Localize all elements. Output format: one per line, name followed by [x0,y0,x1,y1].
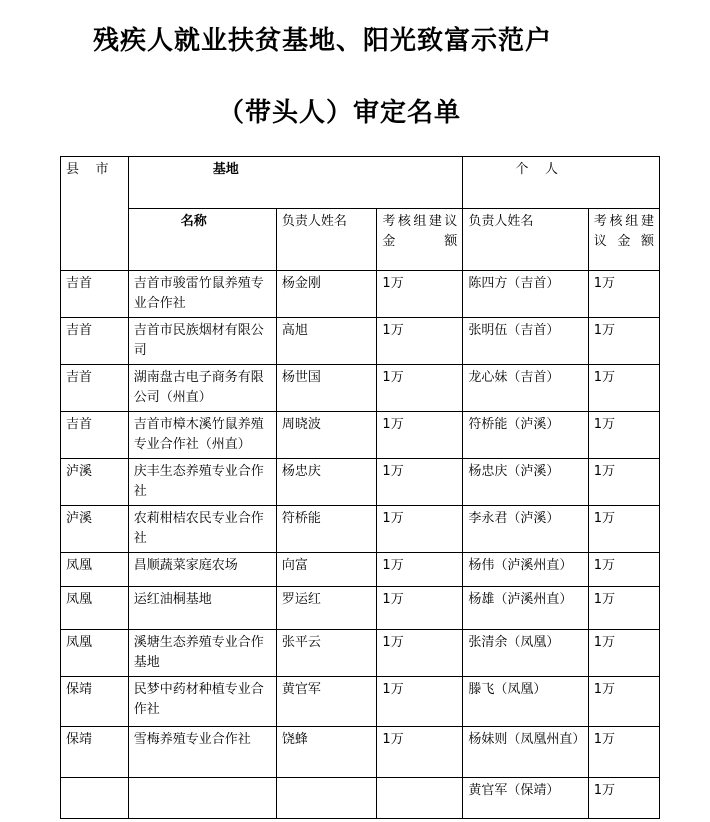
header-county: 县 市 [61,157,129,271]
cell-base-leader: 向富 [276,553,377,587]
header-base: 基地 [128,157,463,209]
cell-base-leader [276,778,377,819]
cell-base-name: 吉首市骏雷竹鼠养殖专业合作社 [128,271,276,318]
cell-base-name: 民梦中药材种植专业合作社 [128,677,276,727]
cell-person-amount: 1万 [588,271,659,318]
cell-base-leader: 杨忠庆 [276,459,377,506]
table-row [61,727,660,778]
cell-base-leader: 罗运红 [276,587,377,630]
cell-county: 凤凰 [61,587,129,630]
cell-base-leader: 杨金刚 [276,271,377,318]
cell-person-leader: 杨伟（泸溪州直） [463,553,588,587]
table-row [61,778,660,819]
table-row [61,506,660,553]
cell-county: 泸溪 [61,506,129,553]
cell-person-amount: 1万 [588,630,659,677]
cell-base-leader: 周晓波 [276,412,377,459]
cell-county: 泸溪 [61,459,129,506]
table-row [61,677,660,727]
cell-base-amount: 1万 [377,412,463,459]
header-person-leader: 负责人姓名 [463,209,588,271]
cell-person-leader: 龙心妹（吉首） [463,365,588,412]
table-row [61,412,660,459]
cell-person-leader: 杨妹则（凤凰州直） [463,727,588,778]
cell-base-amount: 1万 [377,459,463,506]
cell-person-amount: 1万 [588,587,659,630]
cell-base-name: 吉首市民族烟材有限公司 [128,318,276,365]
cell-person-leader: 陈四方（吉首） [463,271,588,318]
cell-person-leader: 张明伍（吉首） [463,318,588,365]
table-row [61,459,660,506]
cell-base-amount: 1万 [377,318,463,365]
table-row [61,587,660,630]
cell-base-name [128,778,276,819]
table-header-row [61,157,660,209]
cell-person-leader: 黄官军（保靖） [463,778,588,819]
cell-base-amount: 1万 [377,677,463,727]
cell-person-amount: 1万 [588,778,659,819]
cell-person-amount: 1万 [588,459,659,506]
cell-person-amount: 1万 [588,677,659,727]
cell-base-amount: 1万 [377,587,463,630]
header-person-amount: 考核组建议金额 [588,209,659,271]
cell-county: 保靖 [61,727,129,778]
cell-base-name: 农莉柑桔农民专业合作社 [128,506,276,553]
cell-base-leader: 饶蜂 [276,727,377,778]
cell-county: 凤凰 [61,553,129,587]
cell-person-leader: 滕飞（凤凰） [463,677,588,727]
cell-county: 吉首 [61,271,129,318]
cell-county [61,778,129,819]
table-subheader-row [61,209,660,271]
cell-county: 吉首 [61,318,129,365]
cell-base-name: 昌顺蔬菜家庭农场 [128,553,276,587]
cell-base-amount: 1万 [377,506,463,553]
cell-person-leader: 杨雄（泸溪州直） [463,587,588,630]
cell-base-amount [377,778,463,819]
page-subtitle: （带头人）审定名单 [218,98,462,128]
cell-base-amount: 1万 [377,727,463,778]
cell-person-amount: 1万 [588,727,659,778]
cell-base-leader: 符桥能 [276,506,377,553]
cell-person-amount: 1万 [588,506,659,553]
table-row [61,318,660,365]
cell-person-leader: 杨忠庆（泸溪） [463,459,588,506]
table-row [61,365,660,412]
cell-person-leader: 符桥能（泸溪） [463,412,588,459]
cell-base-leader: 张平云 [276,630,377,677]
cell-person-amount: 1万 [588,412,659,459]
cell-base-amount: 1万 [377,271,463,318]
cell-base-name: 湖南盘古电子商务有限公司（州直） [128,365,276,412]
cell-person-amount: 1万 [588,553,659,587]
cell-base-name: 溪塘生态养殖专业合作基地 [128,630,276,677]
cell-person-leader: 李永君（泸溪） [463,506,588,553]
header-individual: 个 人 [463,157,660,209]
cell-person-amount: 1万 [588,365,659,412]
header-base-name: 名称 [128,209,276,271]
cell-person-leader: 张清余（凤凰） [463,630,588,677]
header-base-amount: 考核组建议金额 [377,209,463,271]
page-title: 残疾人就业扶贫基地、阳光致富示范户 [93,26,553,56]
cell-base-name: 雪梅养殖专业合作社 [128,727,276,778]
table-row [61,630,660,677]
cell-base-name: 庆丰生态养殖专业合作社 [128,459,276,506]
cell-base-name: 运红油桐基地 [128,587,276,630]
cell-person-amount: 1万 [588,318,659,365]
cell-base-leader: 黄官军 [276,677,377,727]
table-row [61,553,660,587]
cell-base-amount: 1万 [377,553,463,587]
cell-base-leader: 杨世国 [276,365,377,412]
cell-county: 吉首 [61,412,129,459]
cell-base-name: 吉首市樟木溪竹鼠养殖专业合作社（州直） [128,412,276,459]
cell-county: 吉首 [61,365,129,412]
header-base-leader: 负责人姓名 [276,209,377,271]
cell-county: 凤凰 [61,630,129,677]
cell-county: 保靖 [61,677,129,727]
table-row [61,271,660,318]
cell-base-amount: 1万 [377,630,463,677]
cell-base-amount: 1万 [377,365,463,412]
approval-table [60,156,660,819]
cell-base-leader: 高旭 [276,318,377,365]
